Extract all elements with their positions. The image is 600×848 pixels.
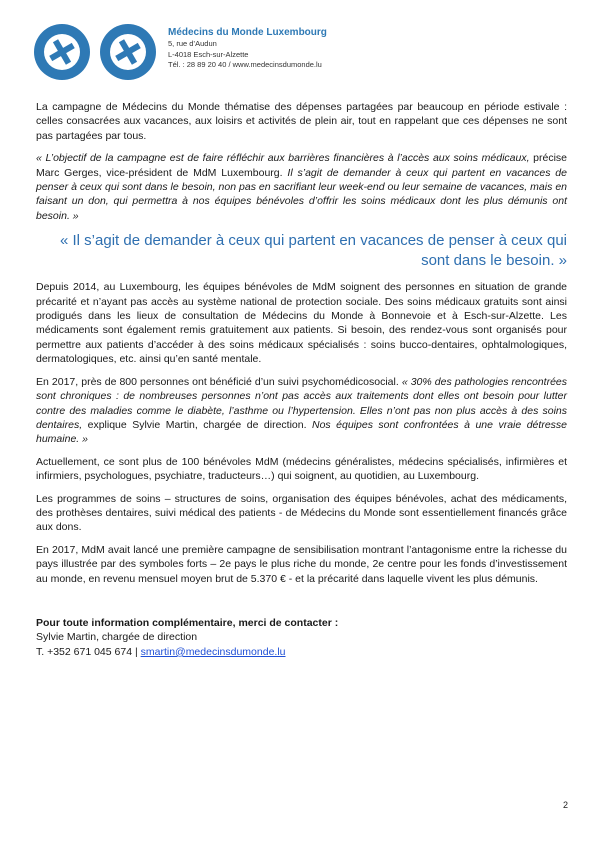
paragraph-2017-campaign: En 2017, MdM avait lancé une première campagne de sensibilisation montrant l’antagonisme entre la richesse du pays illustrée par des symboles forts – 2e pays le plus riche du monde, 2e centre pour les fonds d’investissement au monde, en revenu mensuel moyen brut de 5.370 € - et la précarité dans laquelle vivent les plus démunis. [36,543,567,585]
contact-line [36,645,567,659]
stats-quote-end: Nos équipes sont confrontées à une vraie détresse humaine. » [36,418,567,446]
quote-attribution: précise Marc Gerges, vice-président de MdM Luxembourg. [36,152,567,179]
contact-name: Sylvie Martin, chargée de direction [36,631,198,644]
paragraph-quote-gerges [36,151,567,223]
contact-email-link[interactable]: smartin@medecinsdumonde.lu [140,645,286,658]
stats-lead: En 2017, près de 800 personnes ont bénéficié d’un suivi psychomédicosocial. [36,375,402,388]
quote-text-end: Il s’agit de demander à ceux qui partent en vacances de penser à ceux qui sont dans le besoin, non pas en sacrifiant leur week-end ou leur semaine de vacances, mais en faisant un don, qui permettra à nos équipes bénévoles d’offrir les soins médicaux dont les plus démunis ont besoin. » [36,166,567,222]
page-number: 2 [562,800,568,810]
dokteren-logo-icon [34,24,90,80]
stats-attribution: explique Sylvie Martin, chargée de direction. [87,418,312,431]
org-name: Médecins du Monde Luxembourg [168,27,327,38]
article-body [36,100,567,659]
paragraph-volunteers: Actuellement, ce sont plus de 100 bénévoles MdM (médecins généralistes, médecins spécialisés, infirmières et infirmiers, psychologues, psychiatre, traducteurs…) qui soignent, au quotidien, au Luxembourg. [36,455,567,483]
phone-website: Tél. : 28 89 20 40 / www.medecinsdumonde.lu [168,60,322,69]
address-street: 5, rue d’Audun [168,39,217,48]
organization-address [168,26,428,71]
quote-text-start: « L’objectif de la campagne est de faire réfléchir aux barrières financières à l’accès aux soins médicaux, [36,152,534,165]
pull-quote: « Il s’agit de demander à ceux qui partent en vacances de penser à ceux qui sont dans le besoin. » [60,232,567,269]
contact-block [36,616,567,659]
paragraph-programs: Les programmes de soins – structures de soins, organisation des équipes bénévoles, achat des médicaments, des prothèses dentaires, suivi médical des patients - de Médecins du Monde sont essentiellement financés grâce aux dons. [36,492,567,534]
stats-quote: « 30% des pathologies rencontrées sont chroniques : de nombreuses personnes n’ont pas accès aux traitements dont elles ont besoin pour lutter contre des maladies comme le diabète, l’asthme ou l’hypertension. Elles n’ont pas non plus accès à des soins dentaires, [36,375,567,431]
mdm-logos [32,22,162,82]
contact-phone: T. +352 671 045 674 | [36,645,141,658]
paragraph-since-2014: Depuis 2014, au Luxembourg, les équipes bénévoles de MdM soignent des personnes en situation de grande précarité et n’ayant pas accès au système national de protection sociale. Des soins médicaux gratuits sont ainsi prodigués dans les lieux de consultation de Médecins du Monde à Bonnevoie et à Esch-sur-Alzette. Les médicaments sont également remis gratuitement aux patients. Si besoin, des rendez-vous sont organisés pour permettre aux patients d’accéder à des soins médicaux spécialisés : soins bucco-dentaires, ophtalmologiques, dermatologiques, etc. ainsi qu’en santé mentale. [36,281,567,366]
address-city: L-4018 Esch-sur-Alzette [168,49,249,59]
contact-heading: Pour toute information complémentaire, merci de contacter : [36,616,339,629]
medecins-logo-icon [100,24,156,80]
paragraph-2017-stats [36,375,567,447]
paragraph-intro: La campagne de Médecins du Monde thématise des dépenses partagées par beaucoup en période estivale : celles consacrées aux vacances, aux loisirs et activités de plein air, tout en rappelant que ces dépenses ne sont pas partagées par tous. [36,101,567,142]
